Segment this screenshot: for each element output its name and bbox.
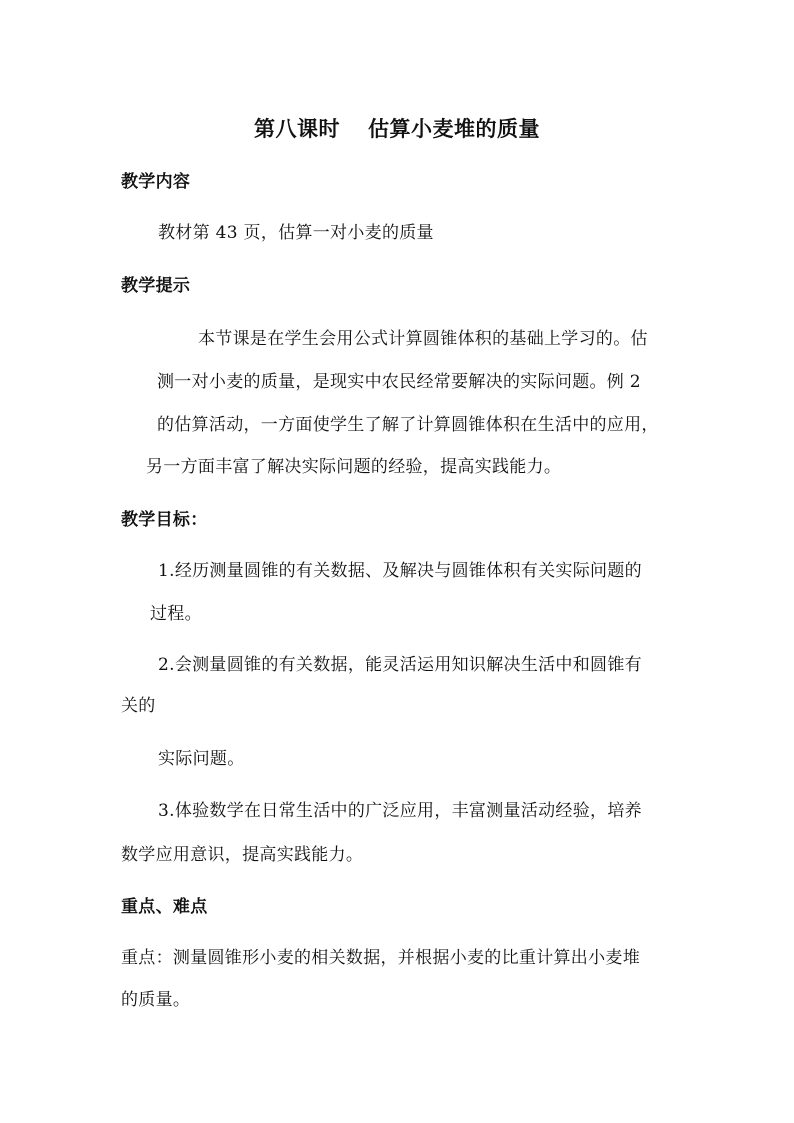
key-line-1: 重点：测量圆锥形小麦的相关数据，并根据小麦的比重计算出小麦堆 [121, 948, 640, 968]
goals-line-4: 关的 [121, 696, 156, 716]
goals-line-6: 3.体验数学在日常生活中的广泛应用，丰富测量活动经验，培养 [158, 801, 642, 821]
title-lesson-number: 第八课时 [254, 117, 340, 141]
hints-line-1: 本节课是在学生会用公式计算圆锥体积的基础上学习的。估 [198, 329, 648, 349]
hints-line-3: 的估算活动，一方面使学生了解了计算圆锥体积在生活中的应用， [157, 415, 659, 435]
hints-line-2: 测一对小麦的质量，是现实中农民经常要解决的实际问题。例 2 [157, 372, 641, 392]
page-title [0, 114, 794, 144]
section-heading-hints: 教学提示 [121, 276, 191, 296]
goals-line-3: 2.会测量圆锥的有关数据，能灵活运用知识解决生活中和圆锥有 [158, 655, 642, 675]
section-heading-goals: 教学目标： [121, 510, 208, 530]
goals-line-1: 1.经历测量圆锥的有关数据、及解决与圆锥体积有关实际问题的 [158, 561, 642, 581]
content-line-1: 教材第 43 页，估算一对小麦的质量 [158, 223, 434, 243]
section-heading-key: 重点、难点 [121, 897, 208, 917]
goals-line-5: 实际问题。 [158, 749, 245, 769]
title-topic: 估算小麦堆的质量 [368, 117, 540, 141]
section-heading-content: 教学内容 [121, 172, 191, 192]
hints-line-4: 另一方面丰富了解决实际问题的经验，提高实践能力。 [146, 457, 562, 477]
goals-line-2: 过程。 [150, 604, 202, 624]
key-line-2: 的质量。 [121, 990, 191, 1010]
goals-line-7: 数学应用意识，提高实践能力。 [121, 845, 364, 865]
